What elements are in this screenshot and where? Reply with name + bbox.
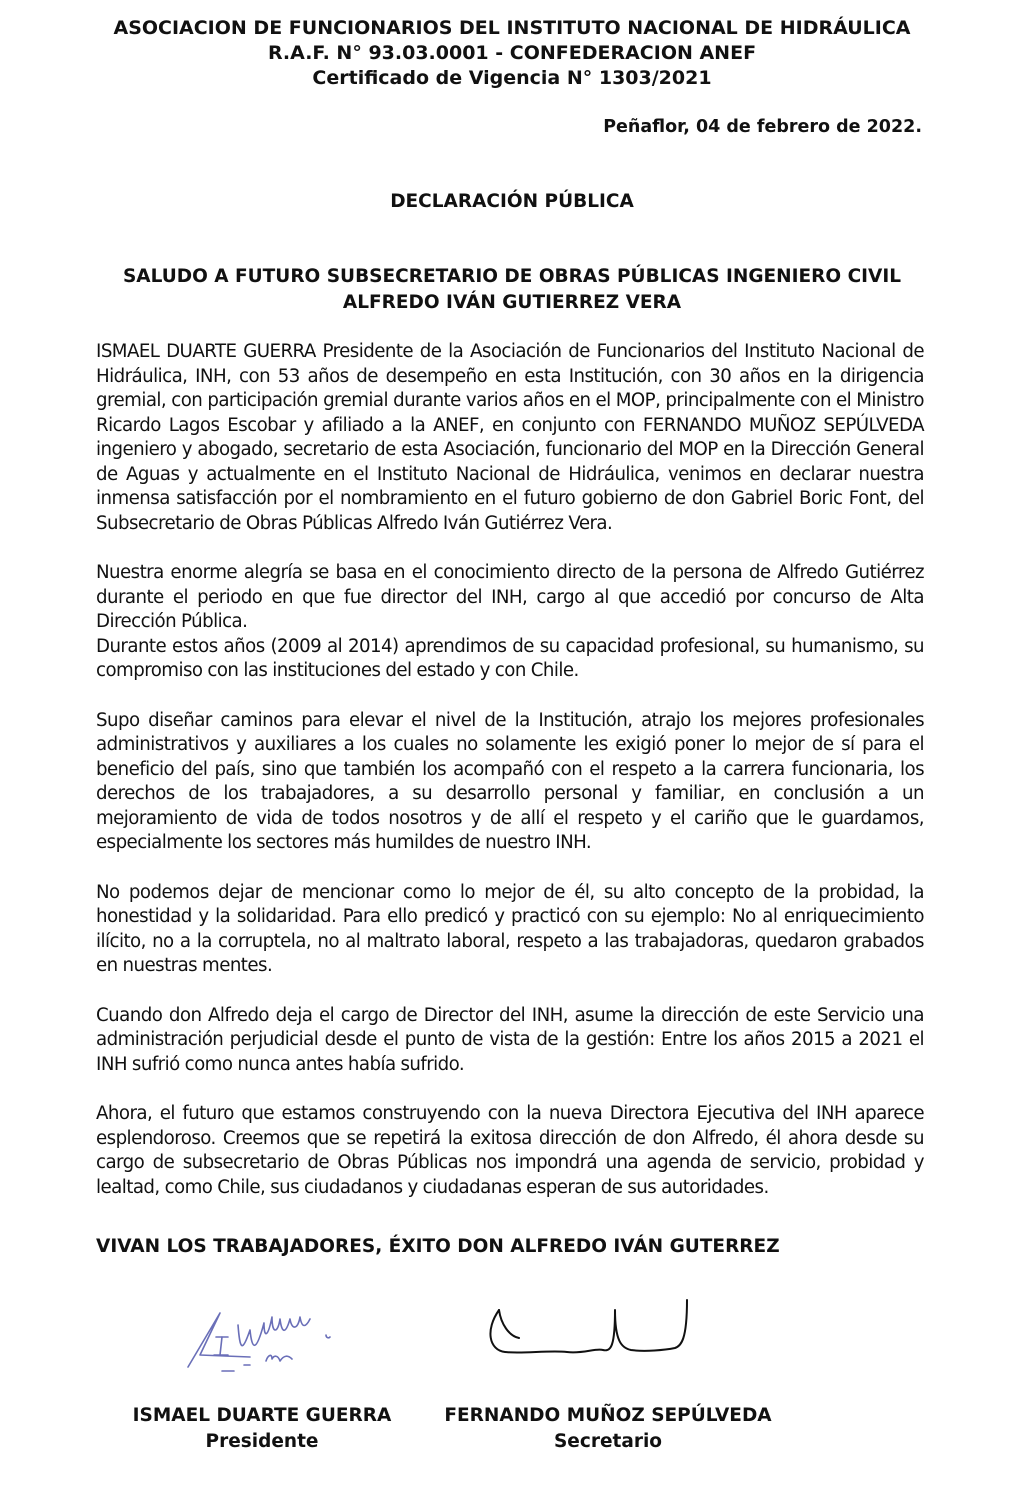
signer-name: FERNANDO MUÑOZ SEPÚLVEDA — [444, 1405, 772, 1426]
signer-role: Presidente — [205, 1431, 319, 1452]
declaration-body — [96, 340, 924, 1200]
paragraph: No podemos dejar de mencionar como lo mejor de él, su alto concepto de la probidad, la honestidad y la solidaridad. Para ello predicó y practicó con su ejemplo: No al enriquecimiento ilícito, no a la corruptela, no al maltrato laboral, respeto a las trabajadoras, quedaron grabados en nuestras mentes. — [96, 881, 924, 976]
signer-president — [102, 1403, 422, 1455]
certificate-number: Certificado de Vigencia N° 1303/2021 — [312, 67, 712, 89]
salute-heading — [0, 264, 1024, 316]
paragraph: Supo diseñar caminos para elevar el nivel de la Institución, atrajo los mejores profesionales administrativos y auxiliares a los cuales no solamente les exigió poner lo mejor de sí para el beneficio del país, sino que también los acompañó con el respeto a la carrera funcionaria, los derechos de los trabajadores, a su desarrollo personal y familiar, en conclusión a un mejoramiento de vida de todos nosotros y de allí el respeto y el cariño que le guardamos, especialmente los sectores más humildes de nuestro INH. — [96, 709, 924, 853]
signer-role: Secretario — [553, 1431, 662, 1452]
paragraph: Ahora, el futuro que estamos construyendo con la nueva Directora Ejecutiva del INH aparece esplendoroso. Creemos que se repetirá la exitosa dirección de don Alfredo, él ahora desde su cargo de subsecretario de Obras Públicas nos impondrá una agenda de servicio, probidad y lealtad, como Chile, sus ciudadanos y ciudadanas esperan de sus autoridades. — [96, 1103, 924, 1198]
signer-name: ISMAEL DUARTE GUERRA — [132, 1405, 392, 1426]
salute-line-1: SALUDO A FUTURO SUBSECRETARIO DE OBRAS PÚBLICAS INGENIERO CIVIL — [122, 266, 902, 287]
signature-president-image — [180, 1295, 340, 1395]
closing-slogan: VIVAN LOS TRABAJADORES, ÉXITO DON ALFREDO IVÁN GUTERREZ — [96, 1236, 780, 1257]
signer-secretary — [438, 1403, 778, 1455]
paragraph: Cuando don Alfredo deja el cargo de Director del INH, asume la dirección de este Servicio una administración perjudicial desde el punto de vista de la gestión: Entre los años 2015 a 2021 el INH sufrió como nunca antes había sufrido. — [96, 1004, 924, 1075]
paragraph: ISMAEL DUARTE GUERRA Presidente de la Asociación de Funcionarios del Instituto Nacional de Hidráulica, INH, con 53 años de desempeño en esta Institución, con 30 años en la dirigencia gremial, con participación gremial durante varios años en el MOP, principalmente con el Ministro Ricardo Lagos Escobar y afiliado a la ANEF, en conjunto con FERNANDO MUÑOZ SEPÚLVEDA ingeniero y abogado, secretario de esta Asociación, funcionario del MOP en la Dirección General de Aguas y actualmente en el Instituto Nacional de Hidráulica, venimos en declarar nuestra inmensa satisfacción por el nombramiento en el futuro gobierno de don Gabriel Boric Font, del Subsecretario de Obras Públicas Alfredo Iván Gutiérrez Vera. — [96, 341, 924, 534]
association-name: ASOCIACION DE FUNCIONARIOS DEL INSTITUTO NACIONAL DE HIDRÁULICA — [113, 17, 911, 39]
salute-line-2: ALFREDO IVÁN GUTIERREZ VERA — [342, 292, 682, 313]
document-date: Peñaflor, 04 de febrero de 2022. — [603, 117, 922, 137]
paragraph: Nuestra enorme alegría se basa en el conocimiento directo de la persona de Alfredo Gutiérrez durante el periodo en que fue director del INH, cargo al que accedió por concurso de Alta Dirección Pública. — [96, 562, 924, 632]
letterhead — [0, 16, 1024, 91]
declaration-title: DECLARACIÓN PÚBLICA — [390, 191, 634, 212]
signature-secretary-image — [475, 1290, 705, 1390]
registration-number: R.A.F. N° 93.03.0001 - CONFEDERACION ANEF — [267, 42, 757, 64]
paragraph: Durante estos años (2009 al 2014) aprendimos de su capacidad profesional, su humanismo, su compromiso con las instituciones del estado y con Chile. — [96, 635, 924, 681]
